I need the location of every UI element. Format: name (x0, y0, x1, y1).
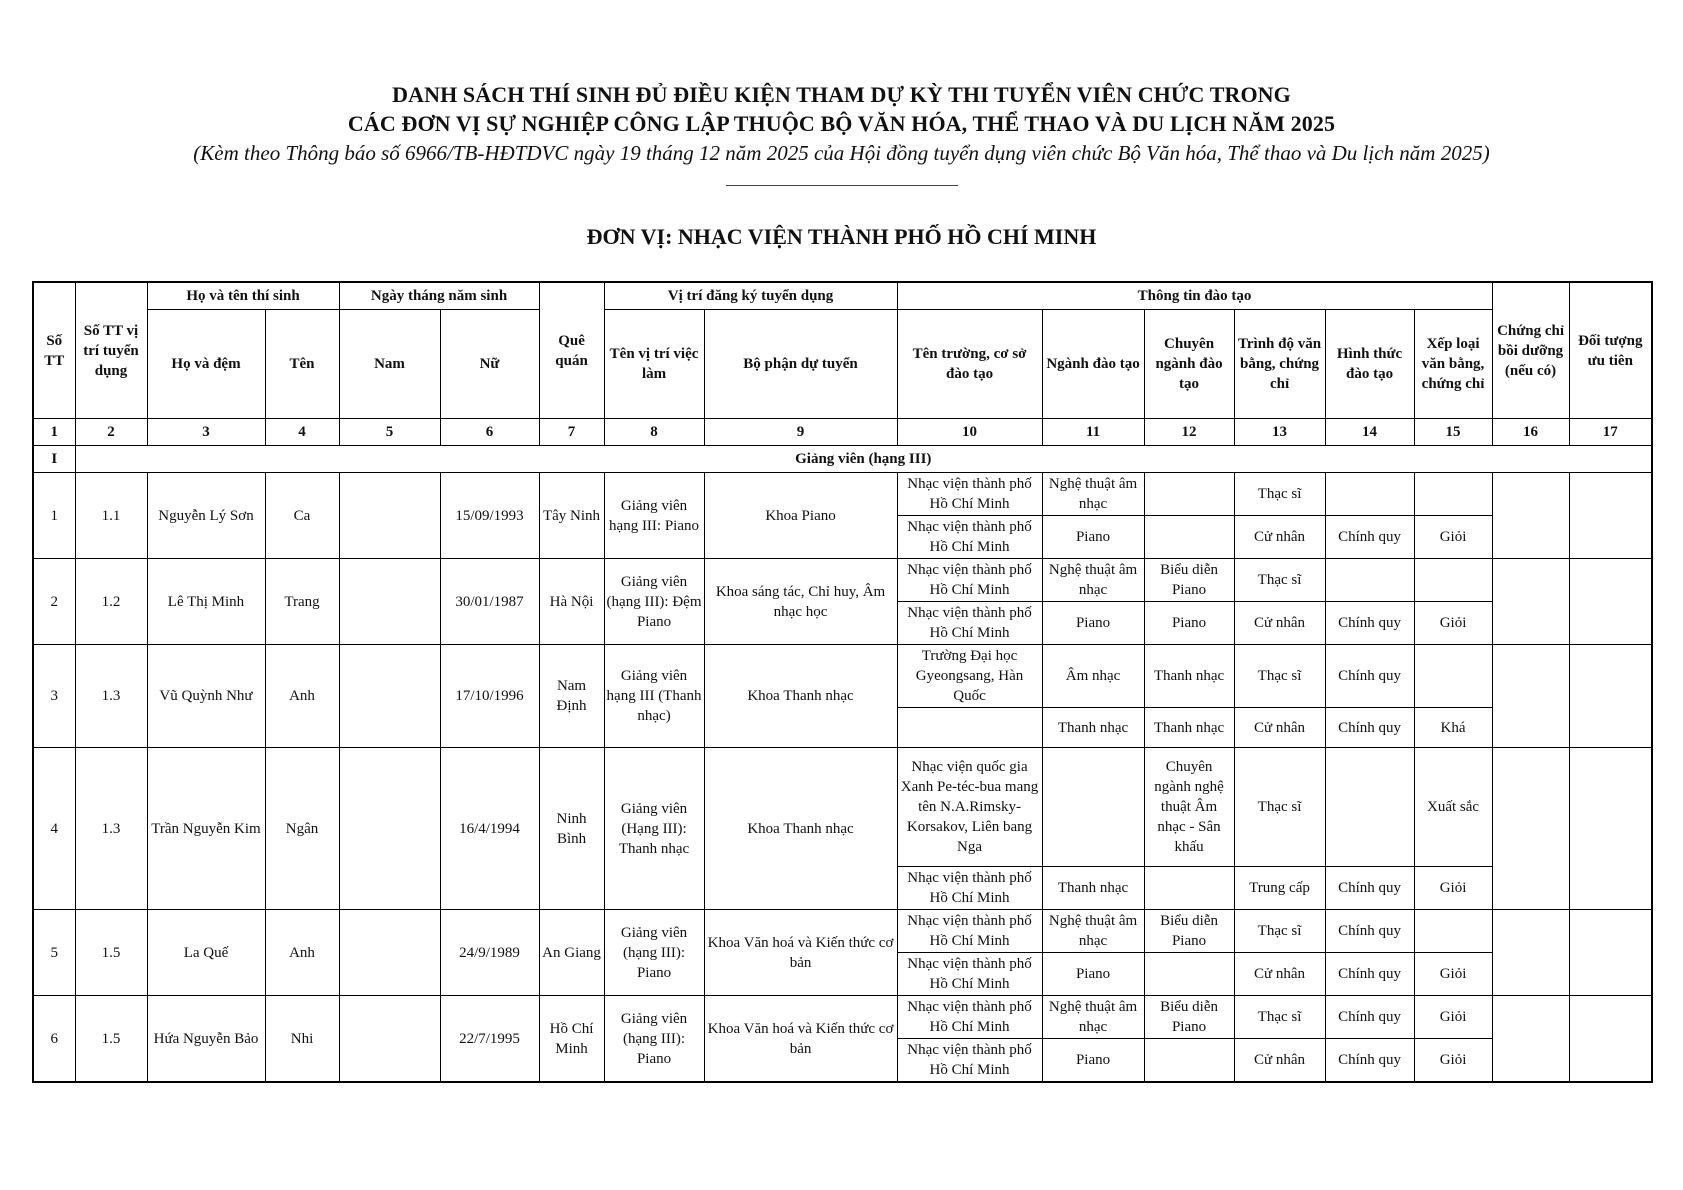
divider (726, 185, 958, 186)
column-number: 1 (33, 419, 75, 446)
column-number: 14 (1325, 419, 1414, 446)
cell-given-name: Anh (265, 910, 339, 996)
cell-priority (1569, 559, 1652, 645)
cell-job-name: Giảng viên (hạng III): Piano (604, 910, 704, 996)
cell-position-no: 1.5 (75, 910, 147, 996)
column-number: 11 (1042, 419, 1144, 446)
cell-stt: 6 (33, 996, 75, 1083)
cell-department: Khoa Văn hoá và Kiến thức cơ bản (704, 996, 897, 1083)
cell-dob-female: 24/9/1989 (440, 910, 539, 996)
cell-school: Nhạc viện thành phố Hồ Chí Minh (897, 996, 1042, 1039)
title-line-2: CÁC ĐƠN VỊ SỰ NGHIỆP CÔNG LẬP THUỘC BỘ VĂN HÓA, THỂ THAO VÀ DU LỊCH NĂM 2025 (347, 111, 1336, 136)
cell-school: Nhạc viện thành phố Hồ Chí Minh (897, 473, 1042, 516)
header-training-group: Thông tin đào tạo (897, 282, 1492, 310)
cell-degree-level: Cử nhân (1234, 1039, 1325, 1083)
cell-major: Âm nhạc (1042, 645, 1144, 708)
column-number: 12 (1144, 419, 1234, 446)
column-number: 5 (339, 419, 440, 446)
column-number: 4 (265, 419, 339, 446)
cell-job-name: Giảng viên (Hạng III): Thanh nhạc (604, 748, 704, 910)
cell-position-no: 1.2 (75, 559, 147, 645)
cell-priority (1569, 473, 1652, 559)
cell-major (1042, 748, 1144, 867)
cell-major: Nghệ thuật âm nhạc (1042, 473, 1144, 516)
column-number: 8 (604, 419, 704, 446)
cell-surname: Trần Nguyễn Kim (147, 748, 265, 910)
cell-ranking: Giỏi (1414, 953, 1492, 996)
cell-given-name: Ngân (265, 748, 339, 910)
header-female: Nữ (440, 310, 539, 419)
column-number: 7 (539, 419, 604, 446)
cell-surname: La Quế (147, 910, 265, 996)
cell-degree-level: Thạc sĩ (1234, 910, 1325, 953)
cell-priority (1569, 748, 1652, 910)
column-number: 9 (704, 419, 897, 446)
cell-major: Thanh nhạc (1042, 867, 1144, 910)
cell-school: Nhạc viện thành phố Hồ Chí Minh (897, 559, 1042, 602)
cell-hometown: Hà Nội (539, 559, 604, 645)
cell-training-form: Chính quy (1325, 867, 1414, 910)
cell-training-form: Chính quy (1325, 645, 1414, 708)
cell-specialty (1144, 473, 1234, 516)
cell-dob-female: 15/09/1993 (440, 473, 539, 559)
table-row (33, 645, 1652, 708)
cell-hometown: Nam Định (539, 645, 604, 748)
cell-certificate (1492, 559, 1569, 645)
cell-degree-level: Thạc sĩ (1234, 645, 1325, 708)
cell-certificate (1492, 748, 1569, 910)
cell-ranking: Giỏi (1414, 867, 1492, 910)
cell-stt: 5 (33, 910, 75, 996)
cell-dob-male (339, 996, 440, 1083)
header-given-name: Tên (265, 310, 339, 419)
column-number: 16 (1492, 419, 1569, 446)
cell-surname: Vũ Quỳnh Như (147, 645, 265, 748)
cell-given-name: Nhi (265, 996, 339, 1083)
cell-degree-level: Cử nhân (1234, 953, 1325, 996)
header-training-form: Hình thức đào tạo (1325, 310, 1414, 419)
header-surname: Họ và đệm (147, 310, 265, 419)
cell-degree-level: Trung cấp (1234, 867, 1325, 910)
cell-department: Khoa Piano (704, 473, 897, 559)
cell-specialty (1144, 1039, 1234, 1083)
candidate-table (32, 281, 1653, 1083)
cell-surname: Lê Thị Minh (147, 559, 265, 645)
cell-degree-level: Cử nhân (1234, 516, 1325, 559)
header-priority: Đối tượng ưu tiên (1569, 282, 1652, 419)
header-job-name: Tên vị trí việc làm (604, 310, 704, 419)
cell-stt: 3 (33, 645, 75, 748)
header-position-group: Vị trí đăng ký tuyển dụng (604, 282, 897, 310)
table-row (33, 996, 1652, 1039)
cell-school: Nhạc viện quốc gia Xanh Pe-téc-bua mang tên N.A.Rimsky-Korsakov, Liên bang Nga (897, 748, 1042, 867)
cell-ranking: Giỏi (1414, 1039, 1492, 1083)
cell-ranking (1414, 645, 1492, 708)
cell-department: Khoa Thanh nhạc (704, 748, 897, 910)
table-row (33, 748, 1652, 867)
cell-surname: Nguyễn Lý Sơn (147, 473, 265, 559)
cell-specialty: Biểu diễn Piano (1144, 910, 1234, 953)
header-fullname-group: Họ và tên thí sinh (147, 282, 339, 310)
cell-certificate (1492, 910, 1569, 996)
cell-position-no: 1.3 (75, 748, 147, 910)
cell-department: Khoa sáng tác, Chỉ huy, Âm nhạc học (704, 559, 897, 645)
cell-training-form: Chính quy (1325, 996, 1414, 1039)
cell-school: Nhạc viện thành phố Hồ Chí Minh (897, 516, 1042, 559)
cell-specialty (1144, 516, 1234, 559)
cell-surname: Hứa Nguyễn Bảo (147, 996, 265, 1083)
section-row (33, 446, 1652, 473)
cell-stt: 1 (33, 473, 75, 559)
cell-dob-female: 17/10/1996 (440, 645, 539, 748)
cell-training-form: Chính quy (1325, 602, 1414, 645)
cell-training-form (1325, 748, 1414, 867)
cell-certificate (1492, 473, 1569, 559)
cell-dob-male (339, 473, 440, 559)
cell-school: Nhạc viện thành phố Hồ Chí Minh (897, 953, 1042, 996)
column-number-row (33, 419, 1652, 446)
cell-degree-level: Thạc sĩ (1234, 559, 1325, 602)
cell-dob-male (339, 645, 440, 748)
header-stt: Số TT (33, 282, 75, 419)
cell-dob-female: 30/01/1987 (440, 559, 539, 645)
cell-ranking: Giỏi (1414, 602, 1492, 645)
cell-degree-level: Cử nhân (1234, 602, 1325, 645)
cell-training-form (1325, 559, 1414, 602)
cell-position-no: 1.3 (75, 645, 147, 748)
table-row (33, 473, 1652, 516)
cell-certificate (1492, 996, 1569, 1083)
cell-ranking: Xuất sắc (1414, 748, 1492, 867)
unit-title: ĐƠN VỊ: NHẠC VIỆN THÀNH PHỐ HỒ CHÍ MINH (586, 224, 1097, 249)
cell-hometown: Ninh Bình (539, 748, 604, 910)
cell-department: Khoa Thanh nhạc (704, 645, 897, 748)
header-school: Tên trường, cơ sở đào tạo (897, 310, 1042, 419)
cell-position-no: 1.5 (75, 996, 147, 1083)
cell-training-form: Chính quy (1325, 516, 1414, 559)
cell-ranking (1414, 910, 1492, 953)
cell-school: Trường Đại học Gyeongsang, Hàn Quốc (897, 645, 1042, 708)
header-major: Ngành đào tạo (1042, 310, 1144, 419)
cell-given-name: Ca (265, 473, 339, 559)
header-department: Bộ phận dự tuyển (704, 310, 897, 419)
cell-hometown: Tây Ninh (539, 473, 604, 559)
cell-major: Nghệ thuật âm nhạc (1042, 910, 1144, 953)
header-ranking: Xếp loại văn bằng, chứng chỉ (1414, 310, 1492, 419)
section-label: Giảng viên (hạng III) (75, 446, 1652, 473)
cell-school (897, 708, 1042, 748)
document-header (0, 80, 1683, 186)
cell-major: Piano (1042, 516, 1144, 559)
cell-job-name: Giảng viên hạng III: Piano (604, 473, 704, 559)
cell-degree-level: Thạc sĩ (1234, 748, 1325, 867)
column-number: 15 (1414, 419, 1492, 446)
table-row (33, 910, 1652, 953)
cell-training-form (1325, 473, 1414, 516)
title-line-1: DANH SÁCH THÍ SINH ĐỦ ĐIỀU KIỆN THAM DỰ KỲ THI TUYỂN VIÊN CHỨC TRONG (392, 82, 1291, 107)
cell-specialty: Biểu diễn Piano (1144, 996, 1234, 1039)
column-number: 3 (147, 419, 265, 446)
cell-hometown: An Giang (539, 910, 604, 996)
cell-training-form: Chính quy (1325, 708, 1414, 748)
cell-major: Piano (1042, 1039, 1144, 1083)
cell-dob-male (339, 748, 440, 910)
column-number: 10 (897, 419, 1042, 446)
cell-given-name: Anh (265, 645, 339, 748)
cell-given-name: Trang (265, 559, 339, 645)
header-hometown: Quê quán (539, 282, 604, 419)
header-degree-level: Trình độ văn bằng, chứng chỉ (1234, 310, 1325, 419)
cell-specialty: Biểu diễn Piano (1144, 559, 1234, 602)
cell-school: Nhạc viện thành phố Hồ Chí Minh (897, 910, 1042, 953)
cell-ranking (1414, 559, 1492, 602)
cell-specialty (1144, 867, 1234, 910)
cell-stt: 2 (33, 559, 75, 645)
cell-priority (1569, 996, 1652, 1083)
column-number: 6 (440, 419, 539, 446)
cell-dob-male (339, 910, 440, 996)
cell-major: Piano (1042, 602, 1144, 645)
cell-dob-female: 16/4/1994 (440, 748, 539, 910)
cell-specialty: Piano (1144, 602, 1234, 645)
cell-job-name: Giảng viên hạng III (Thanh nhạc) (604, 645, 704, 748)
cell-dob-male (339, 559, 440, 645)
table-row (33, 559, 1652, 602)
cell-training-form: Chính quy (1325, 910, 1414, 953)
header-position-no: Số TT vị trí tuyển dụng (75, 282, 147, 419)
cell-job-name: Giảng viên (hạng III): Piano (604, 996, 704, 1083)
cell-certificate (1492, 645, 1569, 748)
cell-position-no: 1.1 (75, 473, 147, 559)
cell-major: Piano (1042, 953, 1144, 996)
header-male: Nam (339, 310, 440, 419)
cell-specialty: Thanh nhạc (1144, 708, 1234, 748)
cell-job-name: Giảng viên (hạng III): Đệm Piano (604, 559, 704, 645)
header-specialty: Chuyên ngành đào tạo (1144, 310, 1234, 419)
cell-ranking (1414, 473, 1492, 516)
table-body (33, 419, 1652, 1083)
column-number: 17 (1569, 419, 1652, 446)
cell-degree-level: Thạc sĩ (1234, 996, 1325, 1039)
subtitle: (Kèm theo Thông báo số 6966/TB-HĐTDVC ngày 19 tháng 12 năm 2025 của Hội đồng tuyển dụng viên chức Bộ Văn hóa, Thể thao và Du lịch năm 2025) (193, 141, 1490, 165)
cell-priority (1569, 910, 1652, 996)
header-dob-group: Ngày tháng năm sinh (339, 282, 539, 310)
cell-training-form: Chính quy (1325, 1039, 1414, 1083)
header-certificate: Chứng chỉ bồi dưỡng (nếu có) (1492, 282, 1569, 419)
cell-ranking: Giỏi (1414, 516, 1492, 559)
column-number: 13 (1234, 419, 1325, 446)
cell-specialty: Thanh nhạc (1144, 645, 1234, 708)
cell-dob-female: 22/7/1995 (440, 996, 539, 1083)
cell-ranking: Giỏi (1414, 996, 1492, 1039)
cell-degree-level: Thạc sĩ (1234, 473, 1325, 516)
section-code: I (33, 446, 75, 473)
cell-department: Khoa Văn hoá và Kiến thức cơ bản (704, 910, 897, 996)
cell-specialty (1144, 953, 1234, 996)
cell-training-form: Chính quy (1325, 953, 1414, 996)
cell-school: Nhạc viện thành phố Hồ Chí Minh (897, 867, 1042, 910)
cell-stt: 4 (33, 748, 75, 910)
cell-school: Nhạc viện thành phố Hồ Chí Minh (897, 602, 1042, 645)
cell-school: Nhạc viện thành phố Hồ Chí Minh (897, 1039, 1042, 1083)
cell-major: Nghệ thuật âm nhạc (1042, 559, 1144, 602)
cell-ranking: Khá (1414, 708, 1492, 748)
cell-specialty: Chuyên ngành nghệ thuật Âm nhạc - Sân khấu (1144, 748, 1234, 867)
cell-major: Thanh nhạc (1042, 708, 1144, 748)
cell-major: Nghệ thuật âm nhạc (1042, 996, 1144, 1039)
column-number: 2 (75, 419, 147, 446)
cell-hometown: Hồ Chí Minh (539, 996, 604, 1083)
cell-degree-level: Cử nhân (1234, 708, 1325, 748)
cell-priority (1569, 645, 1652, 748)
